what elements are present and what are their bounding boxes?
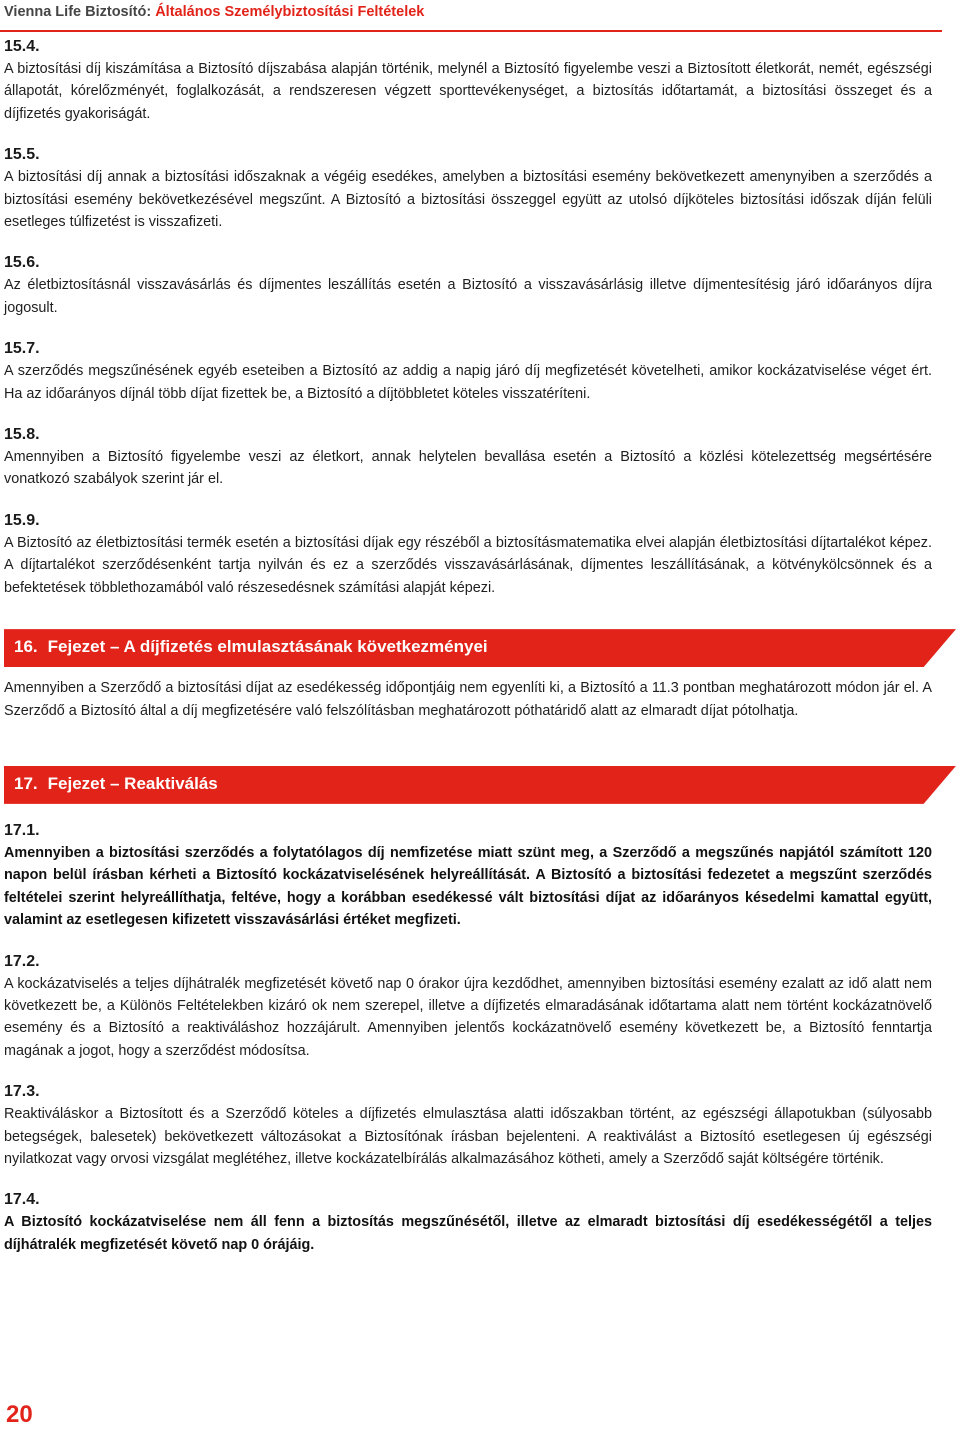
header-title: Általános Személybiztosítási Feltételek bbox=[155, 4, 425, 20]
section-number: 15.8. bbox=[4, 426, 40, 444]
section-text: A kockázatviselés a teljes díjhátralék megfizetését követő nap 0 órakor újra kezdődhet, amennyiben biztosítási esemény ezalatt az idő alatt nem következett be, a Különös Feltételekben kizáró ok nem szerepel, illetve a díjfizetés elmaradásának időtartama alatt nem történt kockázatnövelő esemény és a Biztosító a reaktiváláshoz hozzájárult. Amennyiben jelentős kockázatnövelő esemény következett be, a Biztosító fenntartja magának a jogot, hogy a szerződést módosítsa. bbox=[4, 975, 932, 1059]
section-text: Az életbiztosításnál visszavásárlás és díjmentes leszállítás esetén a Biztosító a visszavásárlásig illetve díjmentesítésig járó időarányos díjra jogosult. bbox=[4, 277, 932, 316]
section-15-7 bbox=[4, 338, 932, 405]
section-15-5 bbox=[4, 144, 932, 233]
page-number: 20 bbox=[6, 1401, 33, 1428]
header-divider bbox=[0, 30, 942, 32]
running-header bbox=[4, 4, 424, 24]
chapter-title bbox=[14, 774, 228, 794]
section-15-8 bbox=[4, 424, 932, 491]
header-brand: Vienna Life Biztosító: bbox=[4, 4, 152, 20]
chapter-16-heading bbox=[4, 629, 932, 667]
chapter-text: Amennyiben a Szerződő a biztosítási díjat az esedékesség időpontjáig nem egyenlíti ki, a Biztosító a 11.3 pontban meghatározott módon jár el. A Szerződő a Biztosító által a díj megfizetésére való felszólításban meghatározott póthatáridő alatt az elmaradt díjat pótolhatja. bbox=[4, 680, 932, 719]
section-text: A biztosítási díj annak a biztosítási időszaknak a végéig esedékes, amelyben a biztosítási esemény bekövetkezett amenynyiben a szerződés a biztosítási esemény bekövetkezésével megszűnt. A Biztosító a biztosítási összeggel együtt az utolsó díjköteles biztosítási időszak díján felüli esetleges túlfizetést is visszafizeti. bbox=[4, 169, 932, 231]
section-text: Amennyiben a biztosítási szerződés a folytatólagos díj nemfizetése miatt szünt meg, a Szerződő a megszűnés napjától számított 120 napon belül írásban kérheti a Biztosító kockázatviselésének helyreállítását. A Biztosító a biztosítási fedezetet a megszűnt szerződés feltételei szerint helyreállíthatja, feltéve, hogy a korábban esedékessé vált biztosítási díjat az időarányos késedelmi kamattal együtt, valamint az esetlegesen kifizetett visszavásárlási értéket megfizeti. bbox=[4, 844, 932, 929]
section-text: A Biztosító az életbiztosítási termék esetén a biztosítási díjak egy részéből a biztosításmatematika elvei alapján életbiztosítási díjtartalékot képez. A díjtartalékot szerződésenként tartja nyilván és ez a szerződés visszavásárlásának, díjmentes leszállításának, a kötvénykölcsönnek és a befektetések többlethozamából való részesedésnek számítási alapját képezi. bbox=[4, 534, 932, 596]
section-number: 15.5. bbox=[4, 146, 40, 164]
section-text: A Biztosító kockázatviselése nem áll fenn a biztosítás megszűnésétől, illetve az elmaradt biztosítási díj esedékességétől a teljes díjhátralék megfizetését követő nap 0 órájáig. bbox=[4, 1214, 932, 1253]
section-15-9 bbox=[4, 510, 932, 599]
section-number: 17.3. bbox=[4, 1083, 40, 1101]
chapter-16-body bbox=[4, 677, 932, 722]
section-number: 15.7. bbox=[4, 340, 40, 358]
chapter-title-text: Fejezet – Reaktiválás bbox=[47, 773, 218, 793]
section-number: 17.4. bbox=[4, 1191, 40, 1209]
chapter-number: 16. bbox=[14, 637, 38, 657]
section-17-3 bbox=[4, 1081, 932, 1170]
chapter-title-text: Fejezet – A díjfizetés elmulasztásának következményei bbox=[47, 637, 488, 657]
section-15-4 bbox=[4, 36, 932, 125]
section-text: A biztosítási díj kiszámítása a Biztosító díjszabása alapján történik, melynél a Biztosító figyelembe veszi a Biztosított életkorát, nemét, egészségi állapotát, kórelőzményét, foglalkozását, a rendszeresen végzett sporttevékenységet, a biztosítás időtartamát, a biztosítási összeget és a díjfizetés gyakoriságát. bbox=[4, 61, 932, 122]
section-17-2 bbox=[4, 951, 932, 1063]
section-text: Reaktiváláskor a Biztosított és a Szerződő köteles a díjfizetés elmulasztása alatti időszakban történt, az egészségi állapotukban (súlyosabb betegségek, balesetek) bekövetkezett változásokat a Biztosítónak írásban bejelenteni. A reaktiválást a Biztosító esetlegesen új egészségi nyilatkozat vagy orvosi vizsgálat meglétéhez, illetve kockázatelbírálás alkalmazásához kötheti, amely a Szerződő saját költségére történik. bbox=[4, 1106, 932, 1167]
section-number: 17.1. bbox=[4, 821, 40, 839]
page-content bbox=[4, 36, 932, 1275]
chapter-number: 17. bbox=[14, 773, 38, 793]
section-17-4 bbox=[4, 1189, 932, 1256]
section-15-6 bbox=[4, 252, 932, 319]
section-number: 15.4. bbox=[4, 38, 40, 55]
section-number: 15.6. bbox=[4, 254, 40, 272]
chapter-title bbox=[14, 637, 498, 657]
section-number: 15.9. bbox=[4, 511, 40, 529]
section-number: 17.2. bbox=[4, 952, 40, 970]
section-text: A szerződés megszűnésének egyéb eseteiben a Biztosító az addig a napig járó díj megfizetését követelheti, amikor kockázatviselése véget ért. Ha az időarányos díjnál több díjat fizettek be, a Biztosító a díjtöbbletet köteles visszatéríteni. bbox=[4, 363, 932, 402]
section-17-1 bbox=[4, 820, 932, 932]
chapter-17-heading bbox=[4, 766, 932, 804]
section-text: Amennyiben a Biztosító figyelembe veszi az életkort, annak helytelen bevallása esetén a Biztosító a közlési kötelezettség megsértésére vonatkozó szabályok szerint jár el. bbox=[4, 449, 932, 488]
